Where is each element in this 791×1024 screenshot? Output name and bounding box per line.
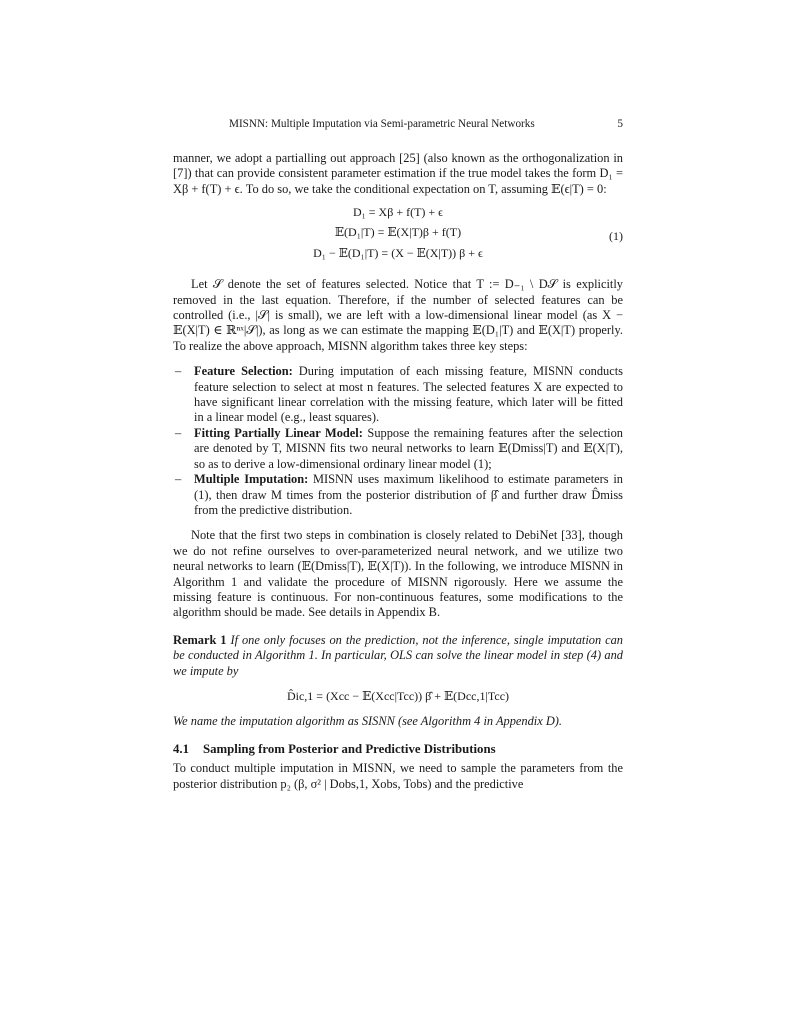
- section-heading: [173, 742, 623, 757]
- intro-paragraph: manner, we adopt a partialling out approach [25] (also known as the orthogonalization in [7]) that can provide consistent parameter estimation if the true model takes the form D₁ = Xβ + f(T) + ϵ. To do so, we take the conditional expectation on T, assuming 𝔼(ϵ|T) = 0:: [173, 151, 623, 196]
- list-item: – Multiple Imputation: MISNN uses maximum likelihood to estimate parameters in (1), then draw M times from the posterior distribution of β̂ and further draw D̂miss from the predictive distribution.: [175, 472, 623, 517]
- section-number: 4.1: [173, 741, 189, 756]
- equation-1-line-3: D₁ − 𝔼(D₁|T) = (X − 𝔼(X|T)) β + ϵ: [313, 246, 483, 261]
- remark-1: [173, 633, 623, 730]
- remark-label: Remark 1: [173, 632, 227, 647]
- equation-1-number: (1): [609, 229, 623, 244]
- closing-paragraph: To conduct multiple imputation in MISNN, we need to sample the parameters from the posterior distribution p₂ (β, σ² | Dobs,1, Xobs, Tobs) and the predictive: [173, 761, 623, 791]
- remark-text: If one only focuses on the prediction, not the inference, single imputation can be conducted in Algorithm 1. In particular, OLS can solve the linear model in step (4) and we impute by: [173, 632, 623, 678]
- equation-1-line-1: D₁ = Xβ + f(T) + ϵ: [352, 205, 444, 220]
- step-3-title: Multiple Imputation:: [194, 472, 309, 487]
- running-title: MISNN: Multiple Imputation via Semi-parametric Neural Networks: [229, 118, 535, 130]
- key-steps-list: [173, 364, 623, 518]
- paragraph-debinet: Note that the first two steps in combination is closely related to DebiNet [33], though we do not refine ourselves to over-parameterized neural network, and we utilize two neural networks to learn (𝔼(Dmiss|T), 𝔼(X|T)). In the following, we introduce MISNN in Algorithm 1 and validate the procedure of MISNN rigorously. Here we assume the missing feature is continuous. For non-continuous features, some modifications to the algorithm should be made. See details in Appendix B.: [173, 528, 623, 620]
- page-number: 5: [617, 118, 623, 130]
- equation-1-line-2: 𝔼(D₁|T) = 𝔼(X|T)β + f(T): [334, 225, 462, 240]
- remark-equation: D̂ic,1 = (Xcc − 𝔼(Xcc|Tcc)) β̂ + 𝔼(Dcc,1|Tcc): [286, 688, 510, 703]
- step-1-title: Feature Selection:: [194, 364, 293, 379]
- step-2-text: Suppose the remaining features after the selection are denoted by T, MISNN fits two neural networks to learn 𝔼(Dmiss|T) and 𝔼(X|T), so as to derive a low-dimensional ordinary linear model (1);: [194, 425, 623, 471]
- step-3-text: MISNN uses maximum likelihood to estimate parameters in (1), then draw M times from the posterior distribution of β̂ and further draw D̂miss from the predictive distribution.: [194, 472, 623, 517]
- equation-1: [173, 205, 623, 267]
- step-1-text: During imputation of each missing feature, MISNN conducts feature selection to select at most n features. The selected features X are expected to have significant linear correlation with the missing feature, which later will be fitted in a linear model (e.g., least squares).: [194, 364, 623, 425]
- paragraph-selected-features: Let 𝒮 denote the set of features selected. Notice that T := D₋₁ \ D𝒮 is explicitly removed in the last equation. Therefore, if the number of selected features can be controlled (i.e., |𝒮| is small), we are left with a low-dimensional linear model (as X − 𝔼(X|T) ∈ ℝⁿˣ|𝒮|), as long as we can estimate the mapping 𝔼(D₁|T) and 𝔼(X|T) properly. To realize the above approach, MISNN algorithm takes three key steps:: [173, 277, 623, 353]
- list-item: – Fitting Partially Linear Model: Suppose the remaining features after the selection are denoted by T, MISNN fits two neural networks to learn 𝔼(Dmiss|T) and 𝔼(X|T), so as to derive a low-dimensional ordinary linear model (1);: [175, 425, 623, 471]
- page-body: [173, 151, 623, 792]
- list-item: – Feature Selection: During imputation of each missing feature, MISNN conducts feature selection to select at most n features. The selected features X are expected to have significant linear correlation with the missing feature, which later will be fitted in a linear model (e.g., least squares).: [175, 364, 623, 425]
- remark-closing: We name the imputation algorithm as SISNN (see Algorithm 4 in Appendix D).: [173, 714, 563, 729]
- section-title: Sampling from Posterior and Predictive Distributions: [203, 741, 496, 756]
- step-2-title: Fitting Partially Linear Model:: [194, 425, 363, 440]
